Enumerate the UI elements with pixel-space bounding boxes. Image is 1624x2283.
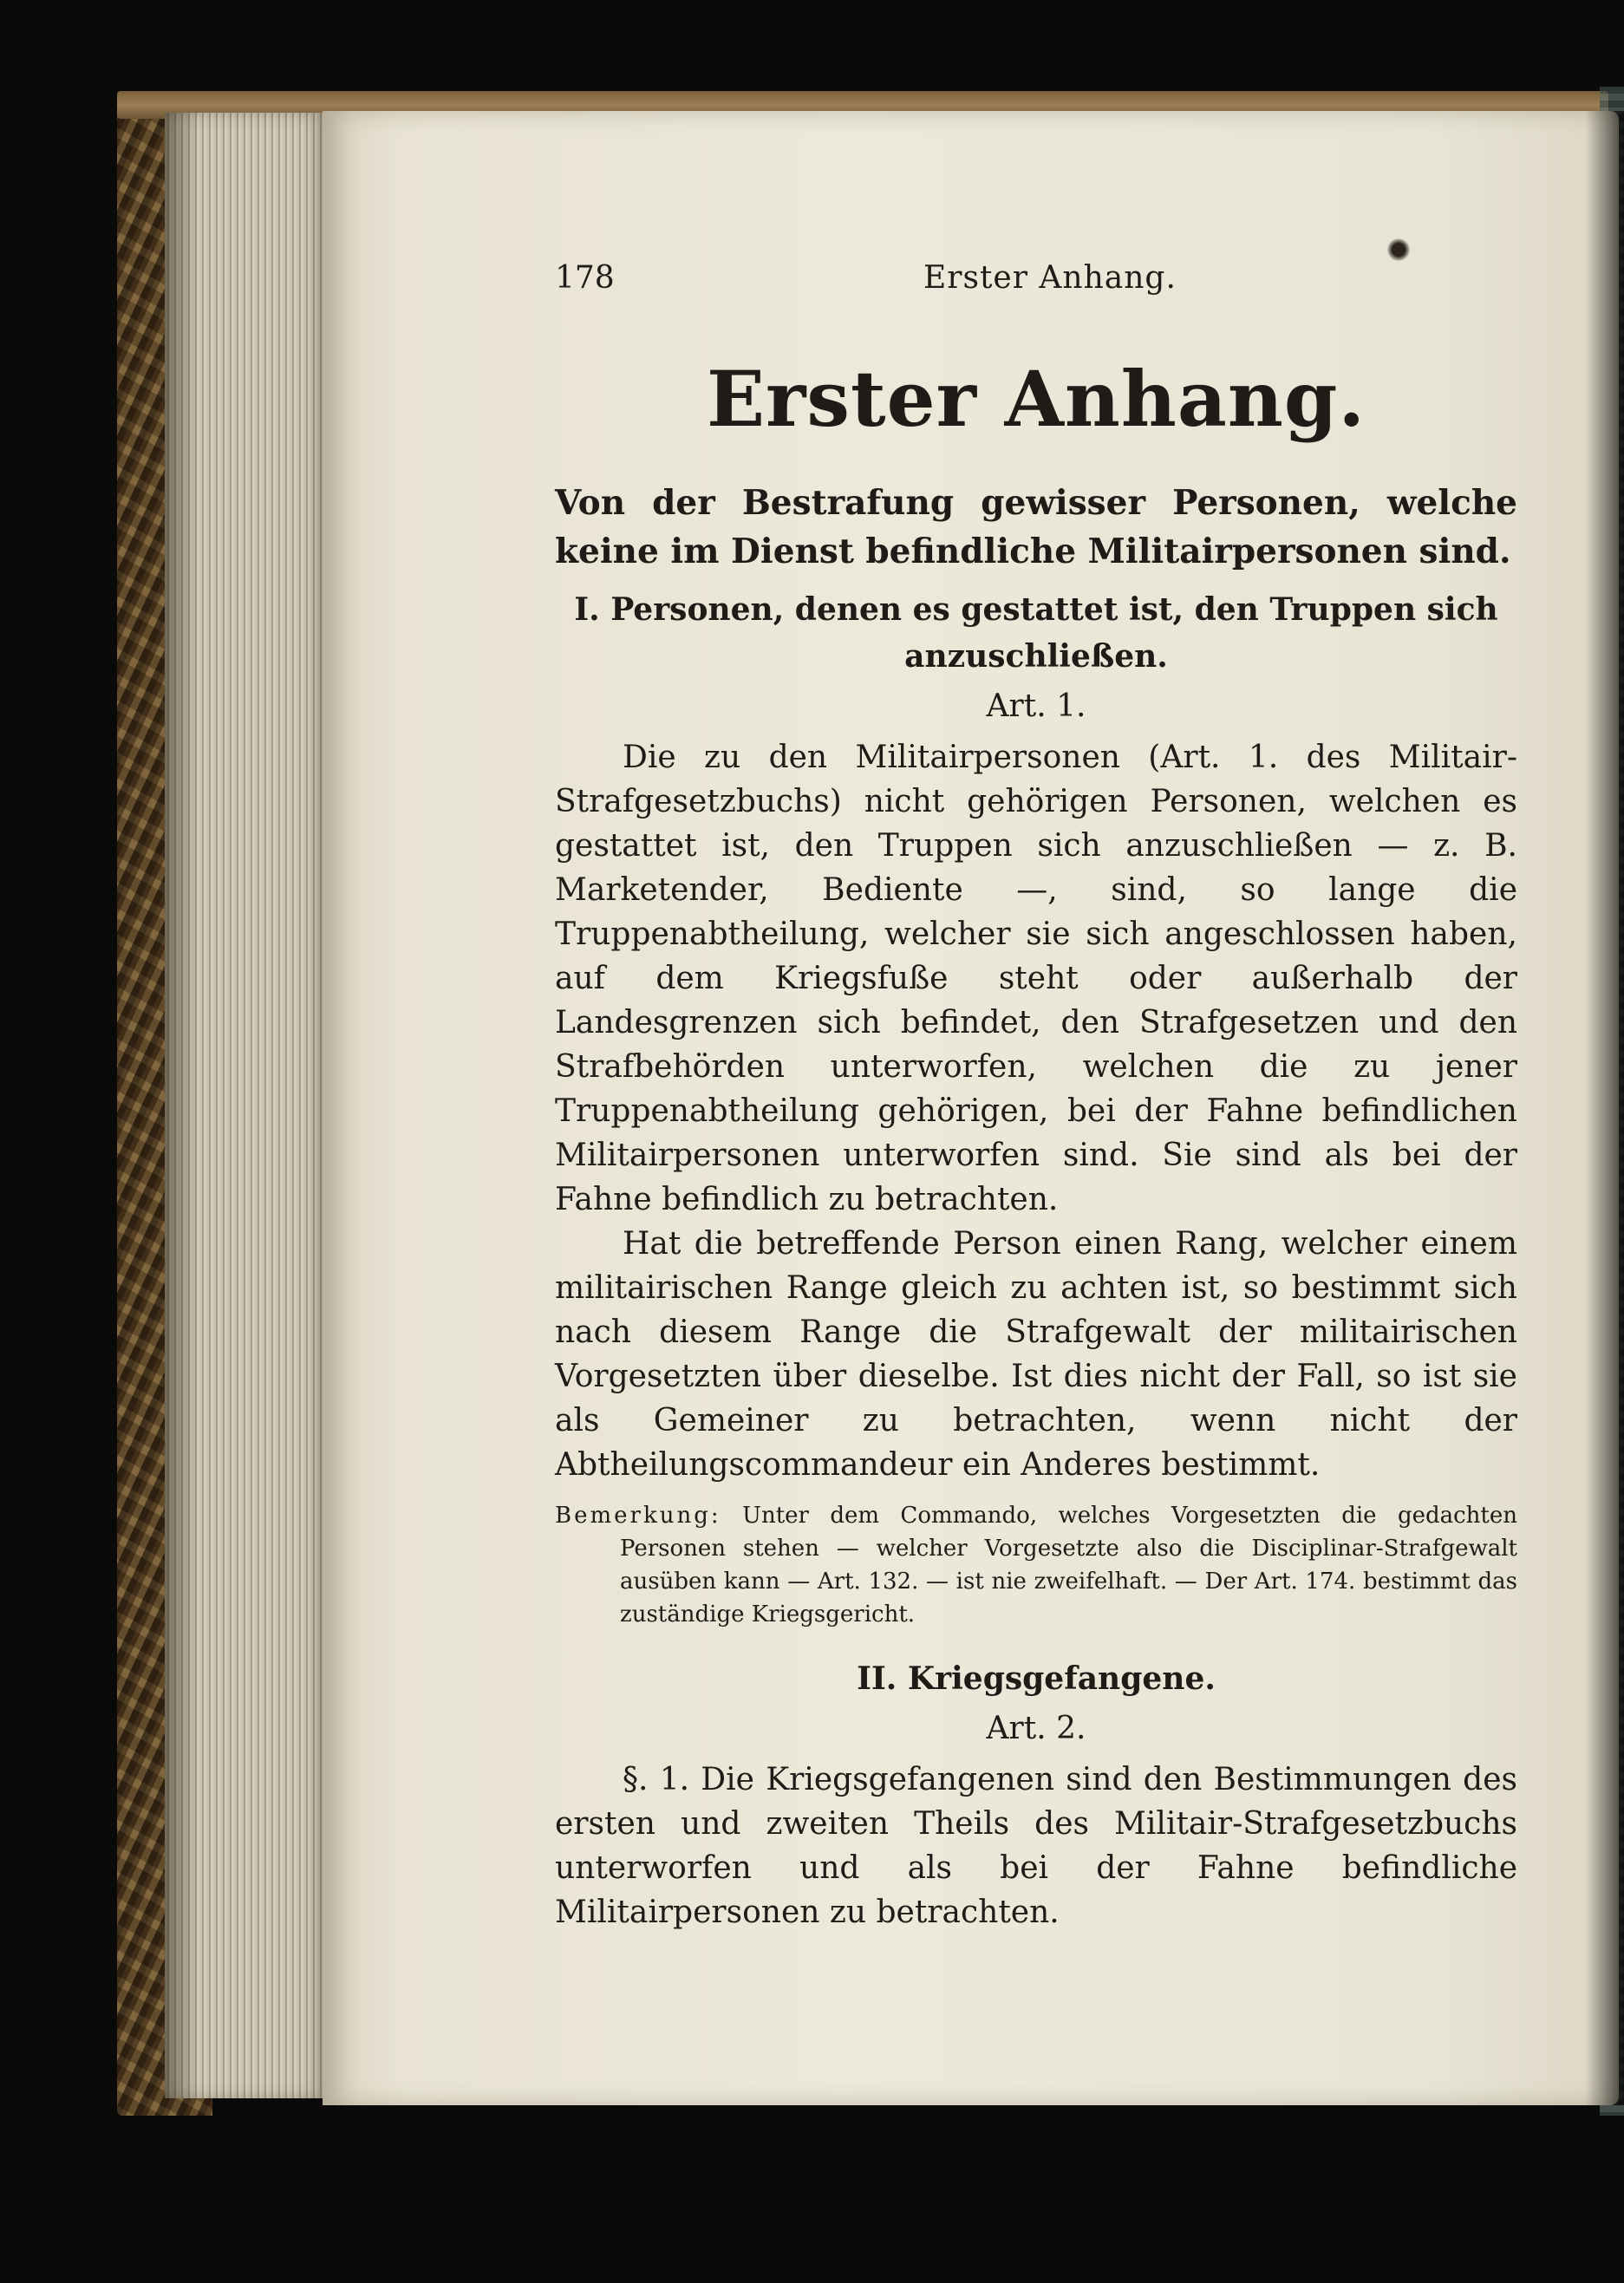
page-title: Erster Anhang. [706, 354, 1366, 444]
remark-text: Unter dem Commando, welches Vorgesetzten die gedachten Personen stehen — welcher Vorgesetzte also die Disciplinar-Strafgewalt ausüben kann — Art. 132. — ist nie zweifelhaft. — Der Art. 174. bestimmt das zuständige Kriegsgericht. [620, 1503, 1518, 1627]
article-label-1: Art. 1. [986, 688, 1086, 724]
paragraph: Die zu den Militairpersonen (Art. 1. des Militair-Strafgesetzbuchs) nicht gehörigen Personen, welchen es gestattet ist, den Truppen sich anzuschließen — z. B. Marketender, Bediente —, sind, so lange die Truppenabtheilung, welcher sie sich angeschlossen haben, auf dem Kriegsfuße steht oder außerhalb der Landesgrenzen sich befindet, den Strafgesetzen und den Strafbehörden unterworfen, welchen die zu jener Truppenabtheilung gehörigen, bei der Fahne befindlichen Militairpersonen unterworfen sind. Sie sind als bei der Fahne befindlich zu betrachten. [555, 740, 1517, 1217]
page-text [555, 260, 1517, 1934]
page-number: 178 [555, 260, 615, 296]
remark-label: Bemerkung: [555, 1503, 721, 1529]
page-subtitle: Von der Bestrafung gewisser Personen, welche keine im Dienst befindliche Militairpersonen sind. [555, 483, 1517, 571]
section-heading-1: I. Personen, denen es gestattet ist, den Truppen sich anzuschließen. [574, 591, 1498, 675]
remark [555, 1499, 1517, 1631]
paragraph: §. 1. Die Kriegsgefangenen sind den Bestimmungen des ersten und zweiten Theils des Militair-Strafgesetzbuchs unterworfen und als bei der Fahne befindliche Militairpersonen zu betrachten. [555, 1762, 1517, 1930]
ink-speck [1387, 238, 1410, 261]
running-head [555, 260, 1517, 303]
running-head-title: Erster Anhang. [923, 260, 1177, 296]
paragraph: Hat die betreffende Person einen Rang, welcher einem militairischen Range gleich zu achten ist, so bestimmt sich nach diesem Range die Strafgewalt der militairischen Vorgesetzten über dieselbe. Ist dies nicht der Fall, so ist sie als Gemeiner zu betrachten, wenn nicht der Abtheilungscommandeur ein Anderes bestimmt. [555, 1226, 1517, 1483]
section-heading-2: II. Kriegsgefangene. [857, 1660, 1216, 1697]
page-edges-shadow [165, 113, 199, 2098]
article-label-2: Art. 2. [986, 1711, 1086, 1746]
page-right-shadow [1585, 111, 1624, 2105]
